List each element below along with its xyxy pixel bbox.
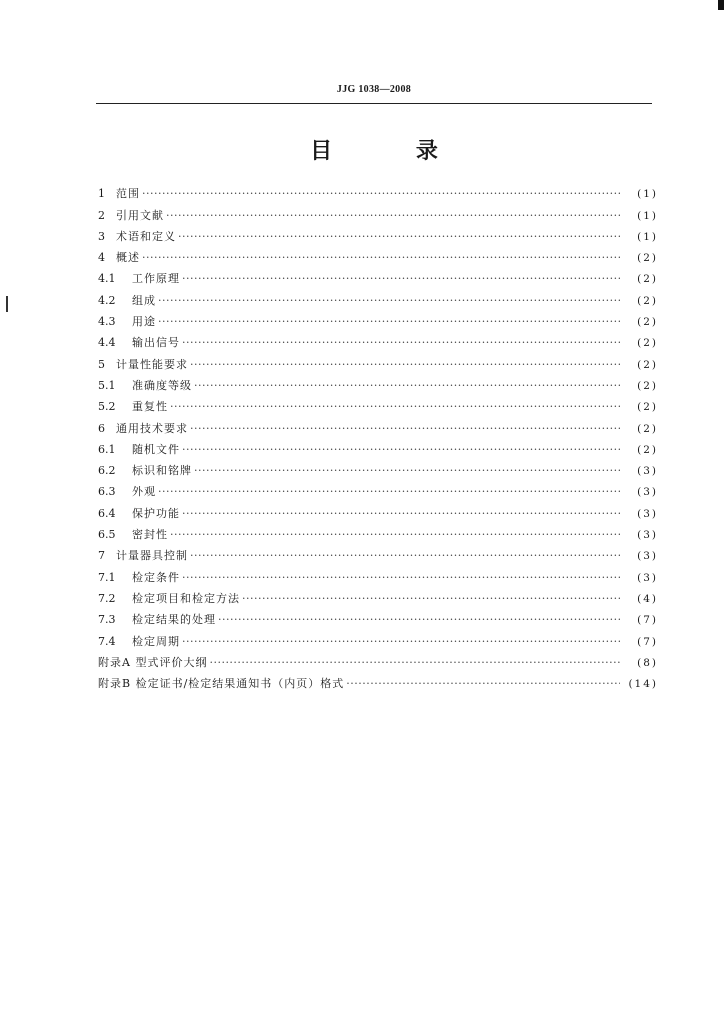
toc-leader-dots	[170, 400, 620, 414]
toc-leader-dots	[190, 358, 620, 372]
toc-entry-number: 4	[98, 251, 105, 265]
toc-entry[interactable]	[98, 670, 658, 691]
toc-entry-label: 标识和铭牌	[132, 464, 192, 478]
toc-entry-number: 7.4	[98, 634, 116, 648]
toc-entry-page: (2)	[637, 316, 658, 329]
toc-leader-dots	[194, 379, 620, 393]
toc-entry[interactable]	[98, 414, 658, 435]
toc-leader-dots	[158, 485, 620, 499]
toc-entry-number: 6.4	[98, 506, 116, 520]
toc-leader-dots	[242, 592, 620, 606]
toc-entry-number: 4.2	[98, 293, 116, 307]
toc-entry-label: 术语和定义	[116, 229, 176, 243]
toc-entry-page: (1)	[637, 209, 658, 222]
toc-entry-label: 通用技术要求	[116, 421, 188, 435]
toc-entry-page: (2)	[637, 358, 658, 371]
toc-entry-label: 范围	[116, 187, 140, 201]
toc-entry-page: (2)	[637, 294, 658, 307]
toc-entry[interactable]	[98, 286, 658, 307]
toc-leader-dots	[166, 209, 620, 223]
toc-leader-dots	[142, 187, 620, 201]
toc-entry-label: 密封性	[132, 528, 168, 542]
toc-entry[interactable]	[98, 201, 658, 222]
toc-entry-label: 输出信号	[132, 336, 180, 350]
toc-entry-number: 4.3	[98, 315, 116, 329]
toc-entry-label: 组成	[132, 293, 156, 307]
toc-entry-number: 1	[98, 187, 105, 201]
toc-entry[interactable]	[98, 542, 658, 563]
scan-margin-mark	[6, 296, 8, 312]
toc-entry-page: (2)	[637, 443, 658, 456]
toc-entry-label: 保护功能	[132, 506, 180, 520]
toc-leader-dots	[346, 677, 620, 691]
toc-leader-dots	[190, 549, 620, 563]
toc-entry-page: (2)	[637, 401, 658, 414]
toc-entry-page: (3)	[637, 507, 658, 520]
toc-entry-label: 计量器具控制	[116, 549, 188, 563]
header-rule	[96, 103, 652, 104]
toc-entry-page: (3)	[637, 486, 658, 499]
toc-entry-label: 检定周期	[132, 634, 180, 648]
toc-entry-label: 附录B 检定证书/检定结果通知书（内页）格式	[98, 677, 345, 691]
toc-entry-number: 6.2	[98, 464, 116, 478]
toc-entry-number: 6.3	[98, 485, 116, 499]
toc-entry-page: (3)	[637, 529, 658, 542]
toc-entry-page: (8)	[637, 656, 658, 669]
toc-leader-dots	[182, 443, 620, 457]
toc-entry-label: 工作原理	[132, 272, 180, 286]
toc-entry-page: (1)	[637, 230, 658, 243]
toc-entry-number: 7	[98, 549, 105, 563]
toc-entry-number: 3	[98, 229, 105, 243]
toc-entry[interactable]	[98, 372, 658, 393]
toc-entry-label: 概述	[116, 251, 140, 265]
toc-entry-page: (3)	[637, 465, 658, 478]
toc-entry[interactable]	[98, 457, 658, 478]
toc-entry[interactable]	[98, 223, 658, 244]
toc-entry-label: 检定结果的处理	[132, 613, 216, 627]
toc-entry-number: 6	[98, 421, 105, 435]
toc-entry[interactable]	[98, 265, 658, 286]
toc-entry[interactable]	[98, 606, 658, 627]
table-of-contents	[98, 180, 658, 691]
toc-leader-dots	[158, 315, 620, 329]
toc-leader-dots	[194, 464, 620, 478]
toc-entry-page: (4)	[637, 592, 658, 605]
toc-leader-dots	[182, 272, 620, 286]
toc-leader-dots	[182, 571, 620, 585]
toc-entry[interactable]	[98, 627, 658, 648]
page-title: 目 录	[310, 139, 476, 164]
toc-entry[interactable]	[98, 499, 658, 520]
toc-entry-page: (2)	[637, 252, 658, 265]
toc-entry[interactable]	[98, 649, 658, 670]
toc-entry[interactable]	[98, 585, 658, 606]
toc-entry-number: 7.3	[98, 613, 116, 627]
toc-entry[interactable]	[98, 563, 658, 584]
toc-entry-page: (14)	[628, 678, 658, 691]
toc-entry-number: 5.1	[98, 378, 116, 392]
toc-entry[interactable]	[98, 244, 658, 265]
toc-entry[interactable]	[98, 436, 658, 457]
toc-entry[interactable]	[98, 308, 658, 329]
toc-entry-label: 重复性	[132, 400, 168, 414]
toc-entry-label: 随机文件	[132, 442, 180, 456]
toc-entry-page: (2)	[637, 379, 658, 392]
toc-entry-page: (2)	[637, 337, 658, 350]
toc-leader-dots	[182, 507, 620, 521]
toc-leader-dots	[190, 422, 620, 436]
toc-leader-dots	[170, 528, 620, 542]
toc-entry-label: 附录A 型式评价大纲	[98, 655, 208, 669]
toc-entry[interactable]	[98, 329, 658, 350]
toc-entry-label: 检定条件	[132, 570, 180, 584]
toc-entry-number: 5.2	[98, 400, 116, 414]
toc-leader-dots	[142, 251, 620, 265]
toc-leader-dots	[178, 230, 620, 244]
toc-entry-label: 引用文献	[116, 208, 164, 222]
toc-leader-dots	[158, 294, 620, 308]
toc-entry[interactable]	[98, 350, 658, 371]
toc-entry-page: (3)	[637, 550, 658, 563]
toc-entry[interactable]	[98, 478, 658, 499]
toc-entry-number: 2	[98, 208, 105, 222]
toc-leader-dots	[182, 635, 620, 649]
toc-entry-label: 计量性能要求	[116, 357, 188, 371]
toc-entry[interactable]	[98, 180, 658, 201]
toc-leader-dots	[209, 656, 620, 670]
toc-entry-page: (1)	[637, 188, 658, 201]
toc-entry-number: 4.4	[98, 336, 116, 350]
toc-entry[interactable]	[98, 521, 658, 542]
toc-entry-page: (7)	[637, 614, 658, 627]
toc-entry-number: 4.1	[98, 272, 116, 286]
toc-entry-page: (3)	[637, 571, 658, 584]
scan-corner-mark	[718, 0, 724, 10]
toc-entry-label: 准确度等级	[132, 378, 192, 392]
toc-entry[interactable]	[98, 393, 658, 414]
toc-entry-page: (2)	[637, 422, 658, 435]
toc-entry-number: 7.1	[98, 570, 116, 584]
toc-entry-label: 用途	[132, 315, 156, 329]
toc-leader-dots	[218, 613, 620, 627]
toc-entry-page: (2)	[637, 273, 658, 286]
toc-entry-number: 6.1	[98, 442, 116, 456]
toc-entry-number: 7.2	[98, 591, 116, 605]
standard-code-header: JJG 1038—2008	[336, 84, 412, 95]
toc-leader-dots	[182, 336, 620, 350]
toc-entry-number: 5	[98, 357, 105, 371]
toc-entry-page: (7)	[637, 635, 658, 648]
toc-entry-label: 检定项目和检定方法	[132, 591, 240, 605]
toc-entry-label: 外观	[132, 485, 156, 499]
toc-entry-number: 6.5	[98, 528, 116, 542]
